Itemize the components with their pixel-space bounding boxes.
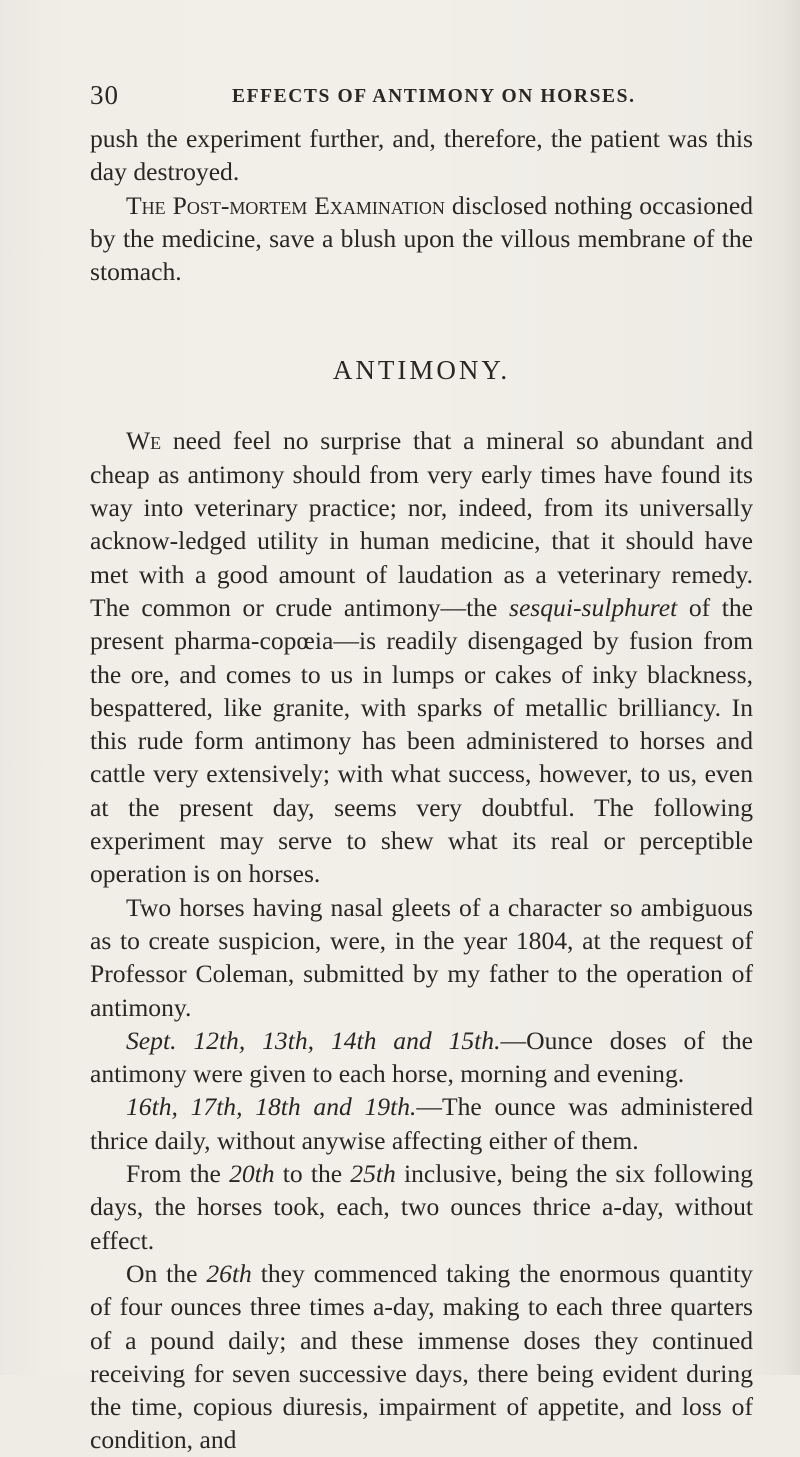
date-entry: Sept. 12th, 13th, 14th and 15th. [126, 1025, 501, 1055]
paragraph-text: —The ounce was administered thrice daily, without anywise affecting either of them. [90, 1092, 754, 1155]
page-header [90, 80, 740, 112]
date-entry: 26th [206, 1258, 252, 1288]
paragraph-sept-12 [90, 1024, 753, 1091]
page-number: 30 [90, 80, 119, 110]
paragraph-26th [90, 1257, 753, 1457]
paragraph-text: disclosed nothing occasioned by the medicine, save a blush upon the villous membrane of the stomach. [90, 190, 754, 287]
running-title: EFFECTS OF ANTIMONY ON HORSES. [232, 86, 636, 107]
paragraph-antimony-intro [90, 424, 753, 890]
paragraph-text: On the [126, 1258, 207, 1288]
italic-term: sesqui-sulphuret [508, 592, 678, 622]
paragraph-16th [90, 1090, 753, 1157]
paragraph-lead-in: We [126, 426, 162, 456]
paragraph-text: they commenced taking the enormous quantity of four ounces three times a-day, making to each three quarters of a pound daily; and these immense doses they continued receiving for seven successive days, there being evident during the time, copious diuresis, impairment of appetite, and loss of condition, and [90, 1258, 753, 1455]
paragraph-text: to the [274, 1159, 351, 1189]
date-entry: 20th [229, 1159, 275, 1189]
paragraph-two-horses: Two horses having nasal gleets of a character so ambiguous as to create suspicion, were, in the year 1804, at the request of Professor Coleman, submitted by my father to the operation of antimony. [90, 892, 753, 1022]
paragraph-text: —Ounce doses of the antimony were given to each horse, morning and evening. [90, 1025, 754, 1089]
paragraph-text: need feel no surprise that a mineral so abundant and cheap as antimony should from very early times have found its way into veterinary practice; nor, indeed, from its universally acknow-ledged utility in human medicine, that it should have met with a good amount of laudation as a veterinary remedy. The common or crude antimony—the [90, 426, 753, 622]
section-heading: ANTIMONY. [332, 355, 511, 386]
date-entry: 25th [350, 1159, 396, 1189]
paragraph-continuation: push the experiment further, and, therefore, the patient was this day destroyed. [90, 124, 753, 187]
paragraph-text: of the present pharma-copœia—is readily disengaged by fusion from the ore, and comes to us in lumps or cakes of inky blackness, bespattered, like granite, with sparks of metallic brilliancy. In this rude form antimony has been administered to horses and cattle very extensively; with what success, however, to us, even at the present day, seems very doubtful. The following experiment may serve to shew what its real or perceptible operation is on horses. [90, 592, 753, 889]
page-body [90, 122, 753, 1457]
paragraph-post-mortem [90, 189, 753, 289]
paragraph-lead-in: The Post-mortem Examination [126, 190, 445, 220]
date-entry: 16th, 17th, 18th and 19th. [126, 1092, 417, 1122]
paragraph-20th [90, 1157, 753, 1257]
paragraph-text: From the [126, 1159, 230, 1189]
page-edge-shadow [782, 0, 800, 1375]
paragraph-text: inclusive, being the six following days, the horses took, each, two ounces thrice a-day, without effect. [90, 1159, 753, 1255]
